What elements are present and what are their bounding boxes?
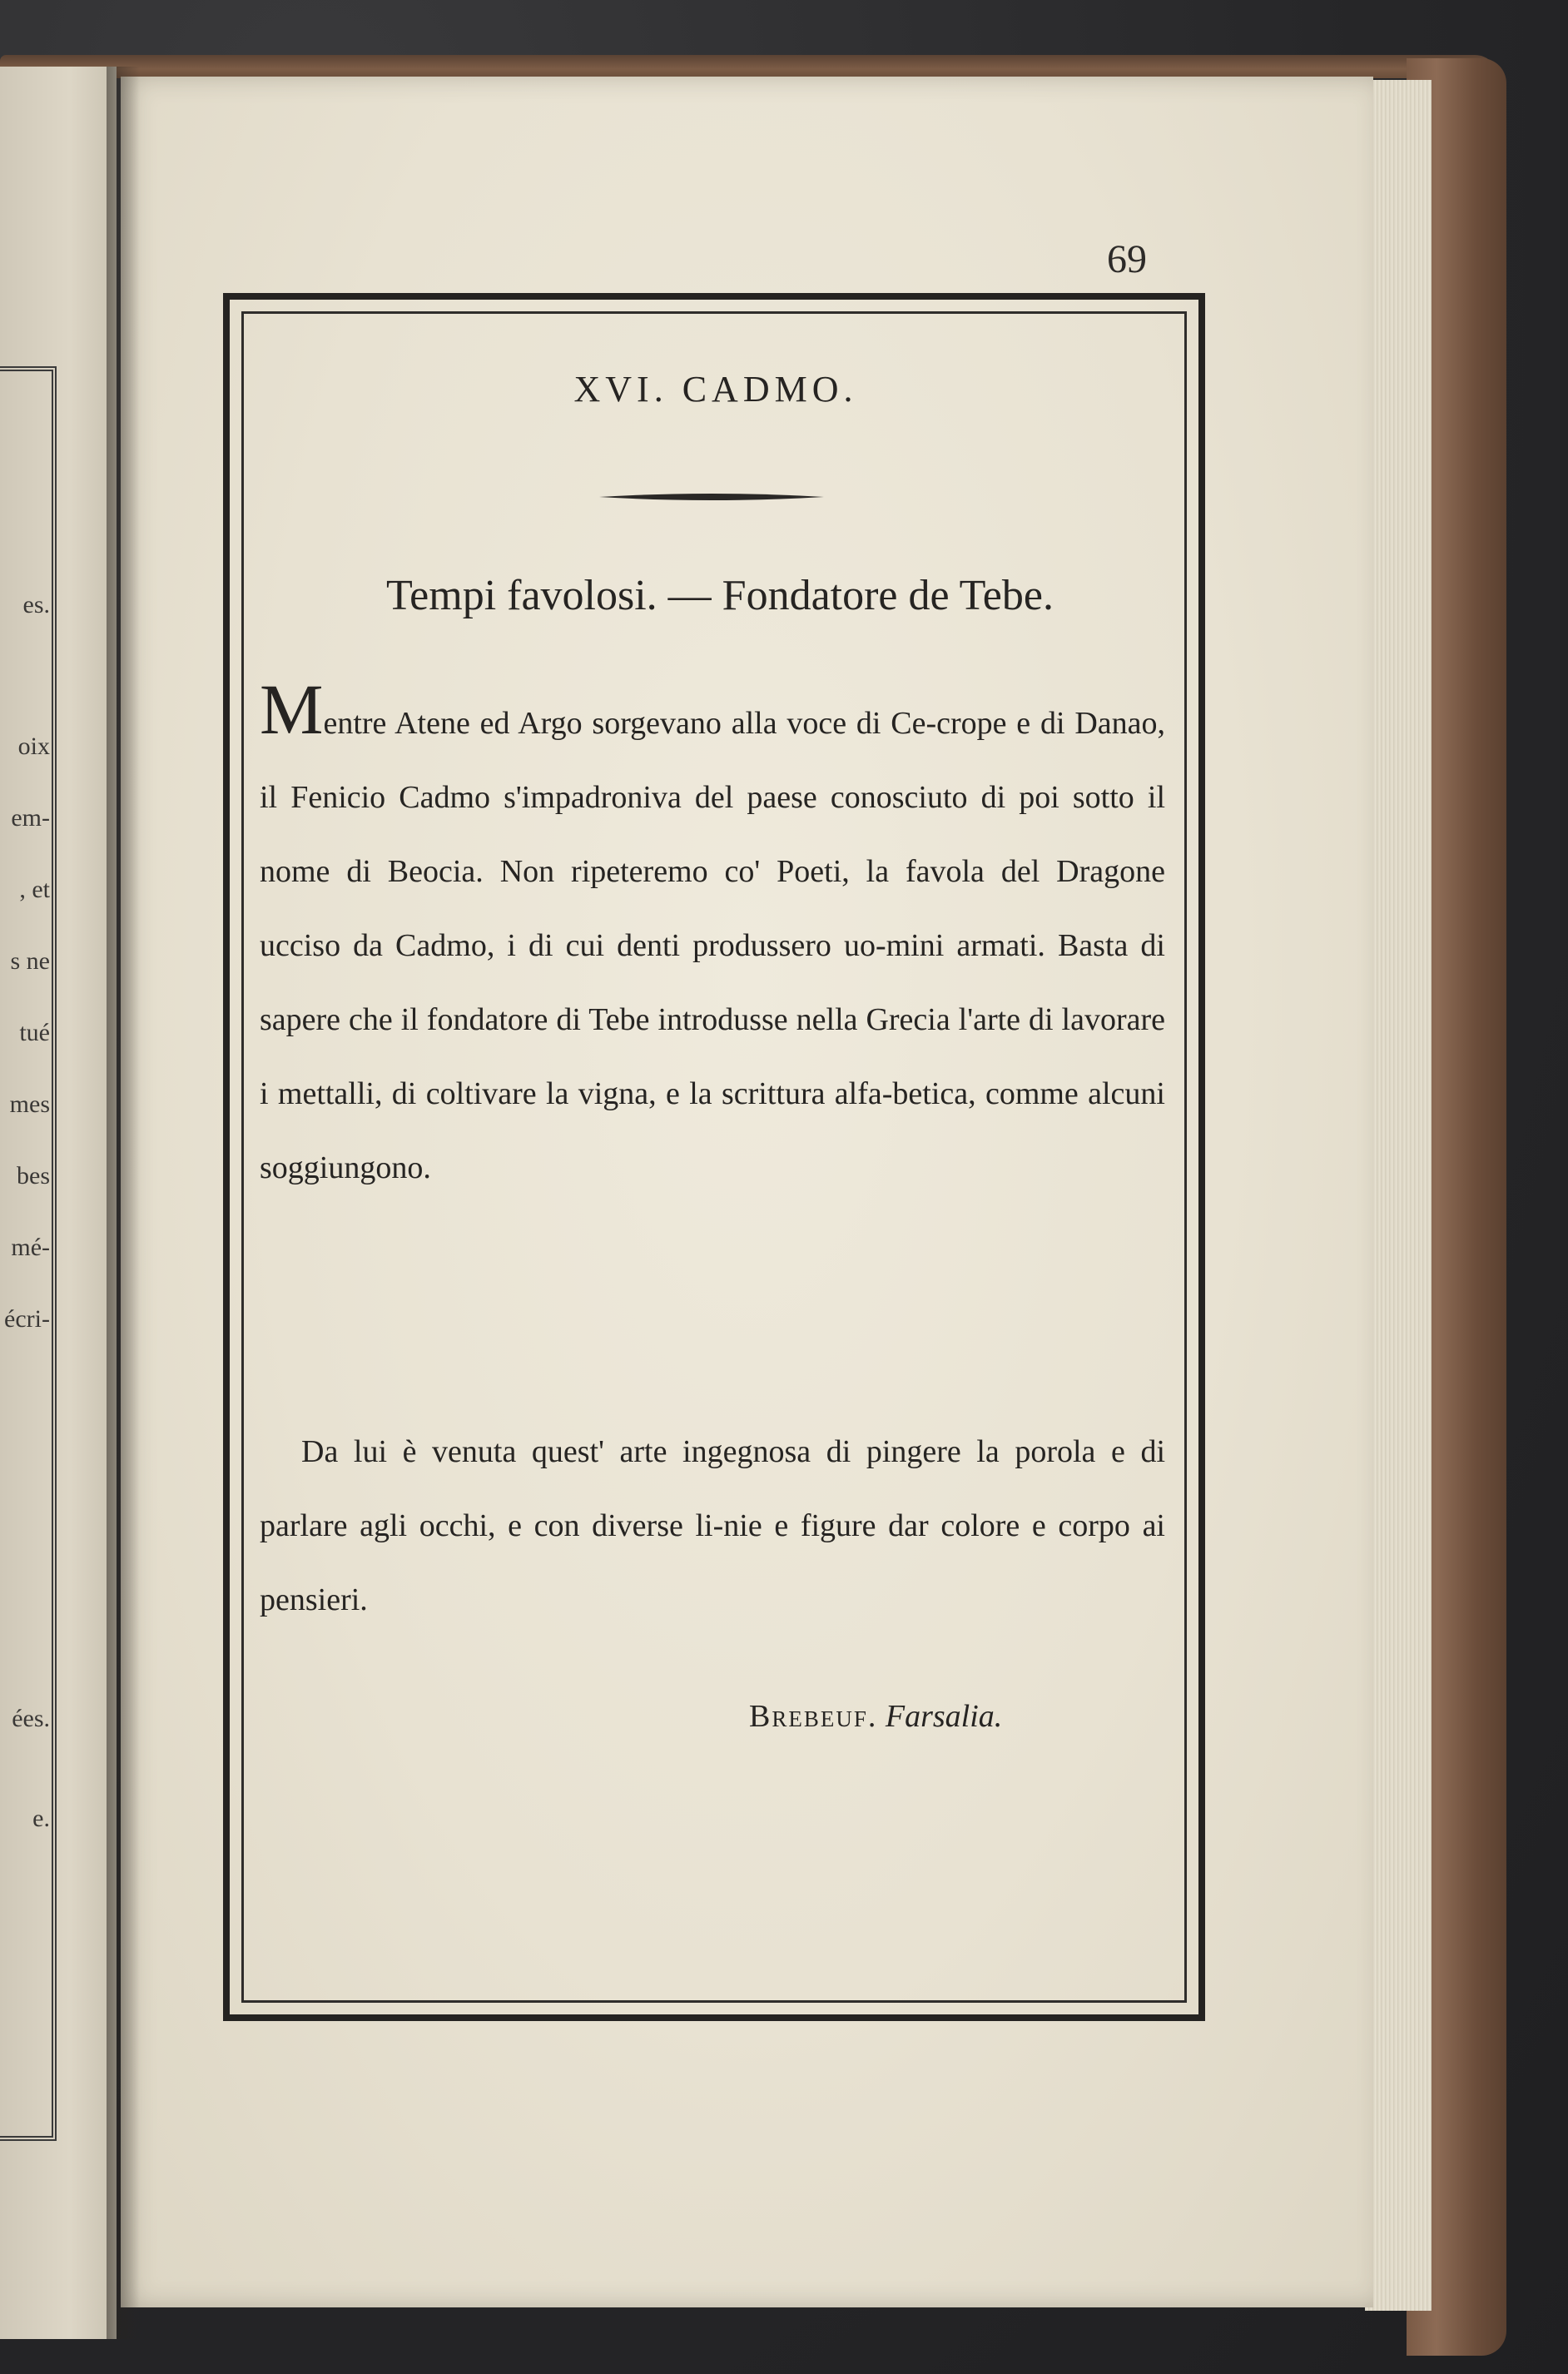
page-number: 69 — [1107, 237, 1147, 281]
left-fragment: oix — [17, 733, 50, 760]
left-fragment: ées. — [12, 1705, 50, 1732]
page-edges — [1365, 80, 1432, 2311]
paragraph-2 — [260, 1415, 1165, 1637]
left-fragment: mé- — [11, 1234, 50, 1261]
attribution — [749, 1698, 1002, 1735]
left-fragment: mes — [9, 1090, 50, 1118]
paragraph-1 — [260, 669, 1165, 1205]
chapter-title: XVI. CADMO. — [573, 369, 858, 410]
gutter-shadow — [107, 67, 140, 2339]
left-fragment: es. — [22, 591, 50, 618]
left-facing-page — [0, 67, 117, 2339]
book-cover-top — [0, 55, 1498, 78]
left-fragment: , et — [19, 876, 50, 903]
attribution-work: Farsalia. — [885, 1699, 1003, 1734]
left-fragment: bes — [17, 1162, 50, 1189]
left-fragment: s ne — [10, 947, 50, 975]
ornamental-rule — [599, 493, 824, 501]
chapter-subtitle: Tempi favolosi. — Fondatore de Tebe. — [386, 572, 1054, 619]
paragraph-2-text: Da lui è venuta quest' arte ingegnosa di pingere la porola e di parlare agli occhi, e con diverse li-nie e figure dar colore e corpo ai pensieri. — [260, 1434, 1165, 1617]
attribution-author: Brebeuf. — [749, 1699, 878, 1734]
drop-cap: M — [260, 669, 324, 749]
left-fragment: écri- — [4, 1305, 50, 1333]
left-fragment: e. — [32, 1805, 50, 1832]
paragraph-1-text: entre Atene ed Argo sorgevano alla voce di Ce-crope e di Danao, il Fenicio Cadmo s'impadroniva del paese conosciuto di poi sotto il nome di Beocia. Non ripeteremo co' Poeti, la favola del Dragone ucciso da Cadmo, i di cui denti produssero uo-mini armati. Basta di sapere che il fondatore di Tebe introdusse nella Grecia l'arte di lavorare i mettalli, di coltivare la vigna, e la scrittura alfa-betica, comme alcuni soggiungono. — [260, 706, 1165, 1185]
left-fragment: tué — [19, 1019, 50, 1046]
left-fragment: em- — [11, 804, 50, 832]
